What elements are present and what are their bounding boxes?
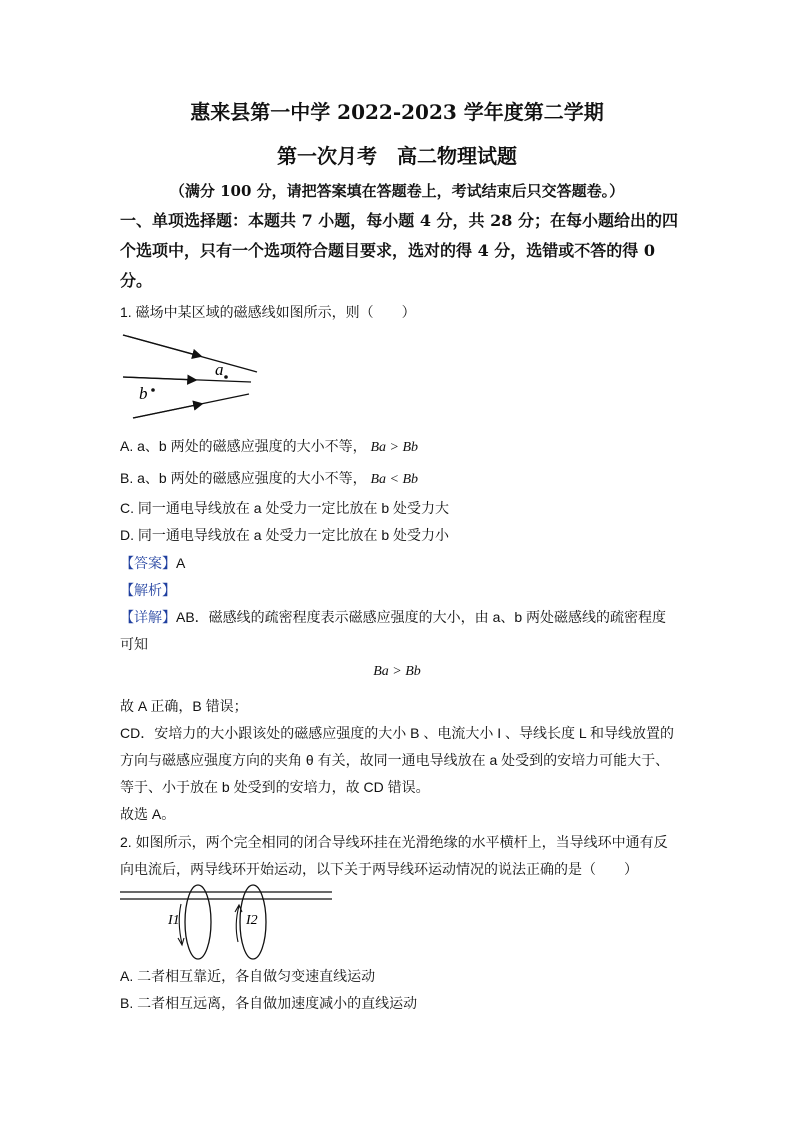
section-heading-line3: 分。 <box>120 271 153 290</box>
q1-answer <box>120 553 185 573</box>
q1-detail-line3: 故 A 正确，B 错误； <box>120 698 248 714</box>
detail-tag: 【详解】 <box>120 609 176 625</box>
q2-option-b: B. 二者相互远离，各自做加速度减小的直线运动 <box>120 995 418 1011</box>
q1-formula: Ba > Bb <box>373 664 421 679</box>
q2-stem-line1: 2. 如图所示，两个完全相同的闭合导线环挂在光滑绝缘的水平横杆上，当导线环中通有反 <box>120 834 668 850</box>
q1-option-b <box>120 468 418 490</box>
q2-option-a: A. 二者相互靠近，各自做匀变速直线运动 <box>120 968 376 984</box>
q1-label-a: a <box>215 360 224 379</box>
answer-value: A <box>176 555 186 571</box>
answer-tag: 【答案】 <box>120 555 176 571</box>
q1-detail-line2: 可知 <box>120 636 148 652</box>
q2-label-i2: I2 <box>246 913 258 928</box>
q1-option-a-expr: Ba > Bb <box>370 440 419 455</box>
detail-text: AB．磁感线的疏密程度表示磁感应强度的大小，由 a、b 两处磁感线的疏密程度 <box>176 609 667 625</box>
section-heading-line2: 个选项中，只有一个选项符合题目要求，选对的得 4 分，选错或不答的得 0 <box>120 241 655 260</box>
exam-subtitle: 第一次月考 高二物理试题 <box>277 144 517 168</box>
q2-rings-figure <box>120 882 335 964</box>
q1-detail-line1 <box>120 607 666 627</box>
q1-magnetic-field-figure <box>115 330 265 420</box>
q1-option-b-expr: Ba < Bb <box>370 472 419 487</box>
q2-label-i1: I1 <box>168 913 180 928</box>
section-heading-line1: 一、单项选择题：本题共 7 小题，每小题 4 分，共 28 分；在每小题给出的四 <box>120 211 678 230</box>
q1-option-a <box>120 436 418 458</box>
exam-title: 惠来县第一中学 2022-2023 学年度第二学期 <box>190 100 604 124</box>
analysis-tag: 【解析】 <box>120 582 176 598</box>
q1-option-d: D. 同一通电导线放在 a 处受力一定比放在 b 处受力小 <box>120 527 450 543</box>
q1-option-a-text: A. a、b 两处的磁感应强度的大小不等， <box>120 438 367 454</box>
q1-stem: 1. 磁场中某区域的磁感线如图所示，则（ ） <box>120 304 416 320</box>
q1-option-c: C. 同一通电导线放在 a 处受力一定比放在 b 处受力大 <box>120 500 450 516</box>
q1-option-b-text: B. a、b 两处的磁感应强度的大小不等， <box>120 470 367 486</box>
exam-note: （满分 100 分，请把答案填在答题卷上，考试结束后只交答题卷。） <box>169 182 625 200</box>
q1-label-b: b <box>139 384 148 403</box>
q1-detail-line7: 故选 A。 <box>120 806 176 822</box>
q1-detail-line4: CD．安培力的大小跟该处的磁感应强度的大小 B 、电流大小 I 、导线长度 L 和导线放置的 <box>120 725 675 741</box>
q1-detail-line6: 等于、小于放在 b 处受到的安培力，故 CD 错误。 <box>120 779 430 795</box>
q1-detail-line5: 方向与磁感应强度方向的夹角 θ 有关，故同一通电导线放在 a 处受到的安培力可能大于、 <box>120 752 670 768</box>
q2-stem-line2: 向电流后，两导线环开始运动，以下关于两导线环运动情况的说法正确的是（ ） <box>120 861 638 877</box>
